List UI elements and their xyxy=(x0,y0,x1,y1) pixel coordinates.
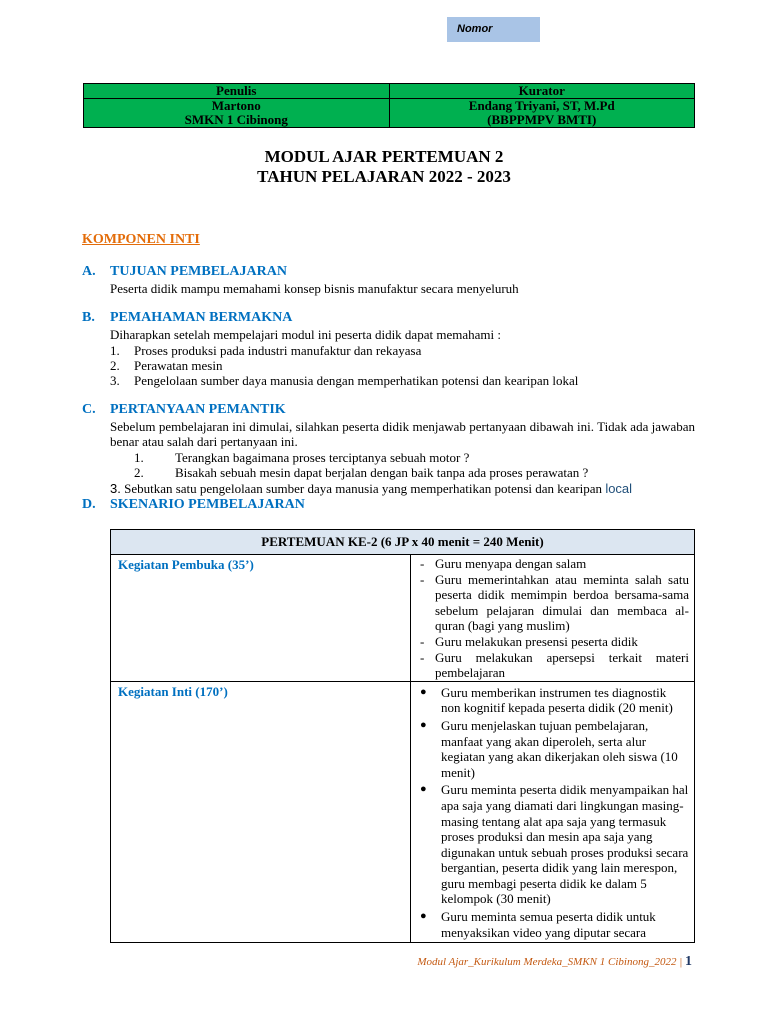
document-title-line1: MODUL AJAR PERTEMUAN 2 xyxy=(264,147,504,166)
section-b-letter: B. xyxy=(82,310,95,325)
bullet-marker: ● xyxy=(420,718,427,731)
list-item: Perawatan mesin xyxy=(134,358,223,373)
list-item xyxy=(417,556,689,572)
list-item xyxy=(417,718,689,780)
bullet-marker: ● xyxy=(420,910,427,923)
question-item-3 xyxy=(110,481,632,497)
dash-marker: - xyxy=(420,633,425,649)
page-number: 1 xyxy=(685,954,692,969)
dash-marker: - xyxy=(420,649,425,665)
list-item xyxy=(417,685,689,716)
section-d-title: SKENARIO PEMBELAJARAN xyxy=(110,497,305,512)
section-c-intro: Sebelum pembelajaran ini dimulai, silahkan peserta didik menjawab pertanyaan dibawah ini. Tidak ada jawaban benar atau salah dari pertanyaan ini. xyxy=(110,419,695,449)
kurator-cell xyxy=(389,99,695,128)
section-c-letter: C. xyxy=(82,402,96,417)
list-item xyxy=(417,782,689,907)
skenario-table xyxy=(110,529,695,943)
kurator-name: Endang Triyani, ST, M.Pd xyxy=(468,98,615,113)
list-item-number: 1. xyxy=(110,343,120,358)
nomor-box: Nomor xyxy=(447,17,540,42)
section-d-letter: D. xyxy=(82,497,96,512)
list-item-text: Guru melakukan presensi peserta didik xyxy=(435,633,638,649)
section-a-letter: A. xyxy=(82,264,96,279)
question-number: 2. xyxy=(134,465,144,480)
list-item: Pengelolaan sumber daya manusia dengan memperhatikan potensi dan kearipan lokal xyxy=(134,373,579,388)
pembuka-label: Kegiatan Pembuka (35’) xyxy=(111,555,411,682)
list-item: Proses produksi pada industri manufaktur dan rekayasa xyxy=(134,343,422,358)
list-item xyxy=(417,634,689,650)
penulis-label: Penulis xyxy=(84,84,390,99)
section-b-title: PEMAHAMAN BERMAKNA xyxy=(110,310,293,325)
question-text: Sebutkan satu pengelolaan sumber daya manusia yang memperhatikan potensi dan kearipan xyxy=(124,481,603,496)
bullet-marker: ● xyxy=(420,783,427,796)
list-item xyxy=(417,572,689,634)
penulis-name: Martono xyxy=(211,98,261,113)
kurator-label: Kurator xyxy=(389,84,695,99)
question-item: Terangkan bagaimana proses terciptanya sebuah motor ? xyxy=(175,450,470,465)
list-item-text: Guru menjelaskan tujuan pembelajaran, manfaat yang akan diperoleh, serta alur kegiatan yang akan dikerjakan oleh siswa (10 menit) xyxy=(441,717,678,780)
list-item-text: Guru melakukan apersepsi terkait materi pembelajaran xyxy=(435,649,689,681)
section-b-intro: Diharapkan setelah mempelajari modul ini peserta didik dapat memahami : xyxy=(110,327,501,342)
list-item xyxy=(417,909,689,940)
list-item xyxy=(417,650,689,681)
section-c-title: PERTANYAAN PEMANTIK xyxy=(110,402,286,417)
dash-marker: - xyxy=(420,571,425,587)
author-table xyxy=(83,83,695,128)
footer-text: Modul Ajar_Kurikulum Merdeka_SMKN 1 Cibinong_2022 | xyxy=(417,956,685,968)
penulis-cell xyxy=(84,99,390,128)
list-item-text: Guru menyapa dengan salam xyxy=(435,556,587,571)
pembuka-activities xyxy=(411,555,695,682)
list-item-text: Guru memberikan instrumen tes diagnostik non kognitif kepada peserta didik (20 menit) xyxy=(441,684,673,716)
bullet-marker: ● xyxy=(420,685,427,698)
komponen-inti-heading: KOMPONEN INTI xyxy=(82,232,200,247)
question-number: 1. xyxy=(134,450,144,465)
section-a-text: Peserta didik mampu memahami konsep bisnis manufaktur secara menyeluruh xyxy=(110,281,519,296)
list-item-text: Guru memerintahkan atau meminta salah satu peserta didik memimpin berdoa bersama-sama sebelum pelajaran dimulai dan membaca al-quran (bagi yang muslim) xyxy=(435,571,689,634)
dash-marker: - xyxy=(420,556,425,571)
list-item-number: 3. xyxy=(110,373,120,388)
question-item: Bisakah sebuah mesin dapat berjalan dengan baik tanpa ada proses perawatan ? xyxy=(175,465,589,480)
list-item-text: Guru meminta semua peserta didik untuk menyaksikan video yang diputar secara xyxy=(441,909,656,940)
section-a-title: TUJUAN PEMBELAJARAN xyxy=(110,264,287,279)
skenario-header: PERTEMUAN KE-2 (6 JP x 40 menit = 240 Menit) xyxy=(111,530,695,555)
list-item-text: Guru meminta peserta didik menyampaikan hal apa saja yang diamati dari lingkungan masing-masing tentang alat apa saja yang termasuk proses produksi dan mesin apa saja yang digunakan untuk sebuah proses produksi secara bergantian, peserta didik yang lain merespon, guru membagi peserta didik ke dalam 5 kelompok (30 menit) xyxy=(441,782,689,907)
document-title-line2: TAHUN PELAJARAN 2022 - 2023 xyxy=(257,167,511,186)
page-footer xyxy=(417,954,692,970)
list-item-number: 2. xyxy=(110,358,120,373)
kurator-org: (BBPPMPV BMTI) xyxy=(487,112,597,127)
penulis-school: SMKN 1 Cibinong xyxy=(184,112,288,127)
question-tail: local xyxy=(605,481,633,496)
inti-activities xyxy=(411,681,695,943)
question-number: 3. xyxy=(110,481,121,496)
inti-label: Kegiatan Inti (170’) xyxy=(111,681,411,943)
